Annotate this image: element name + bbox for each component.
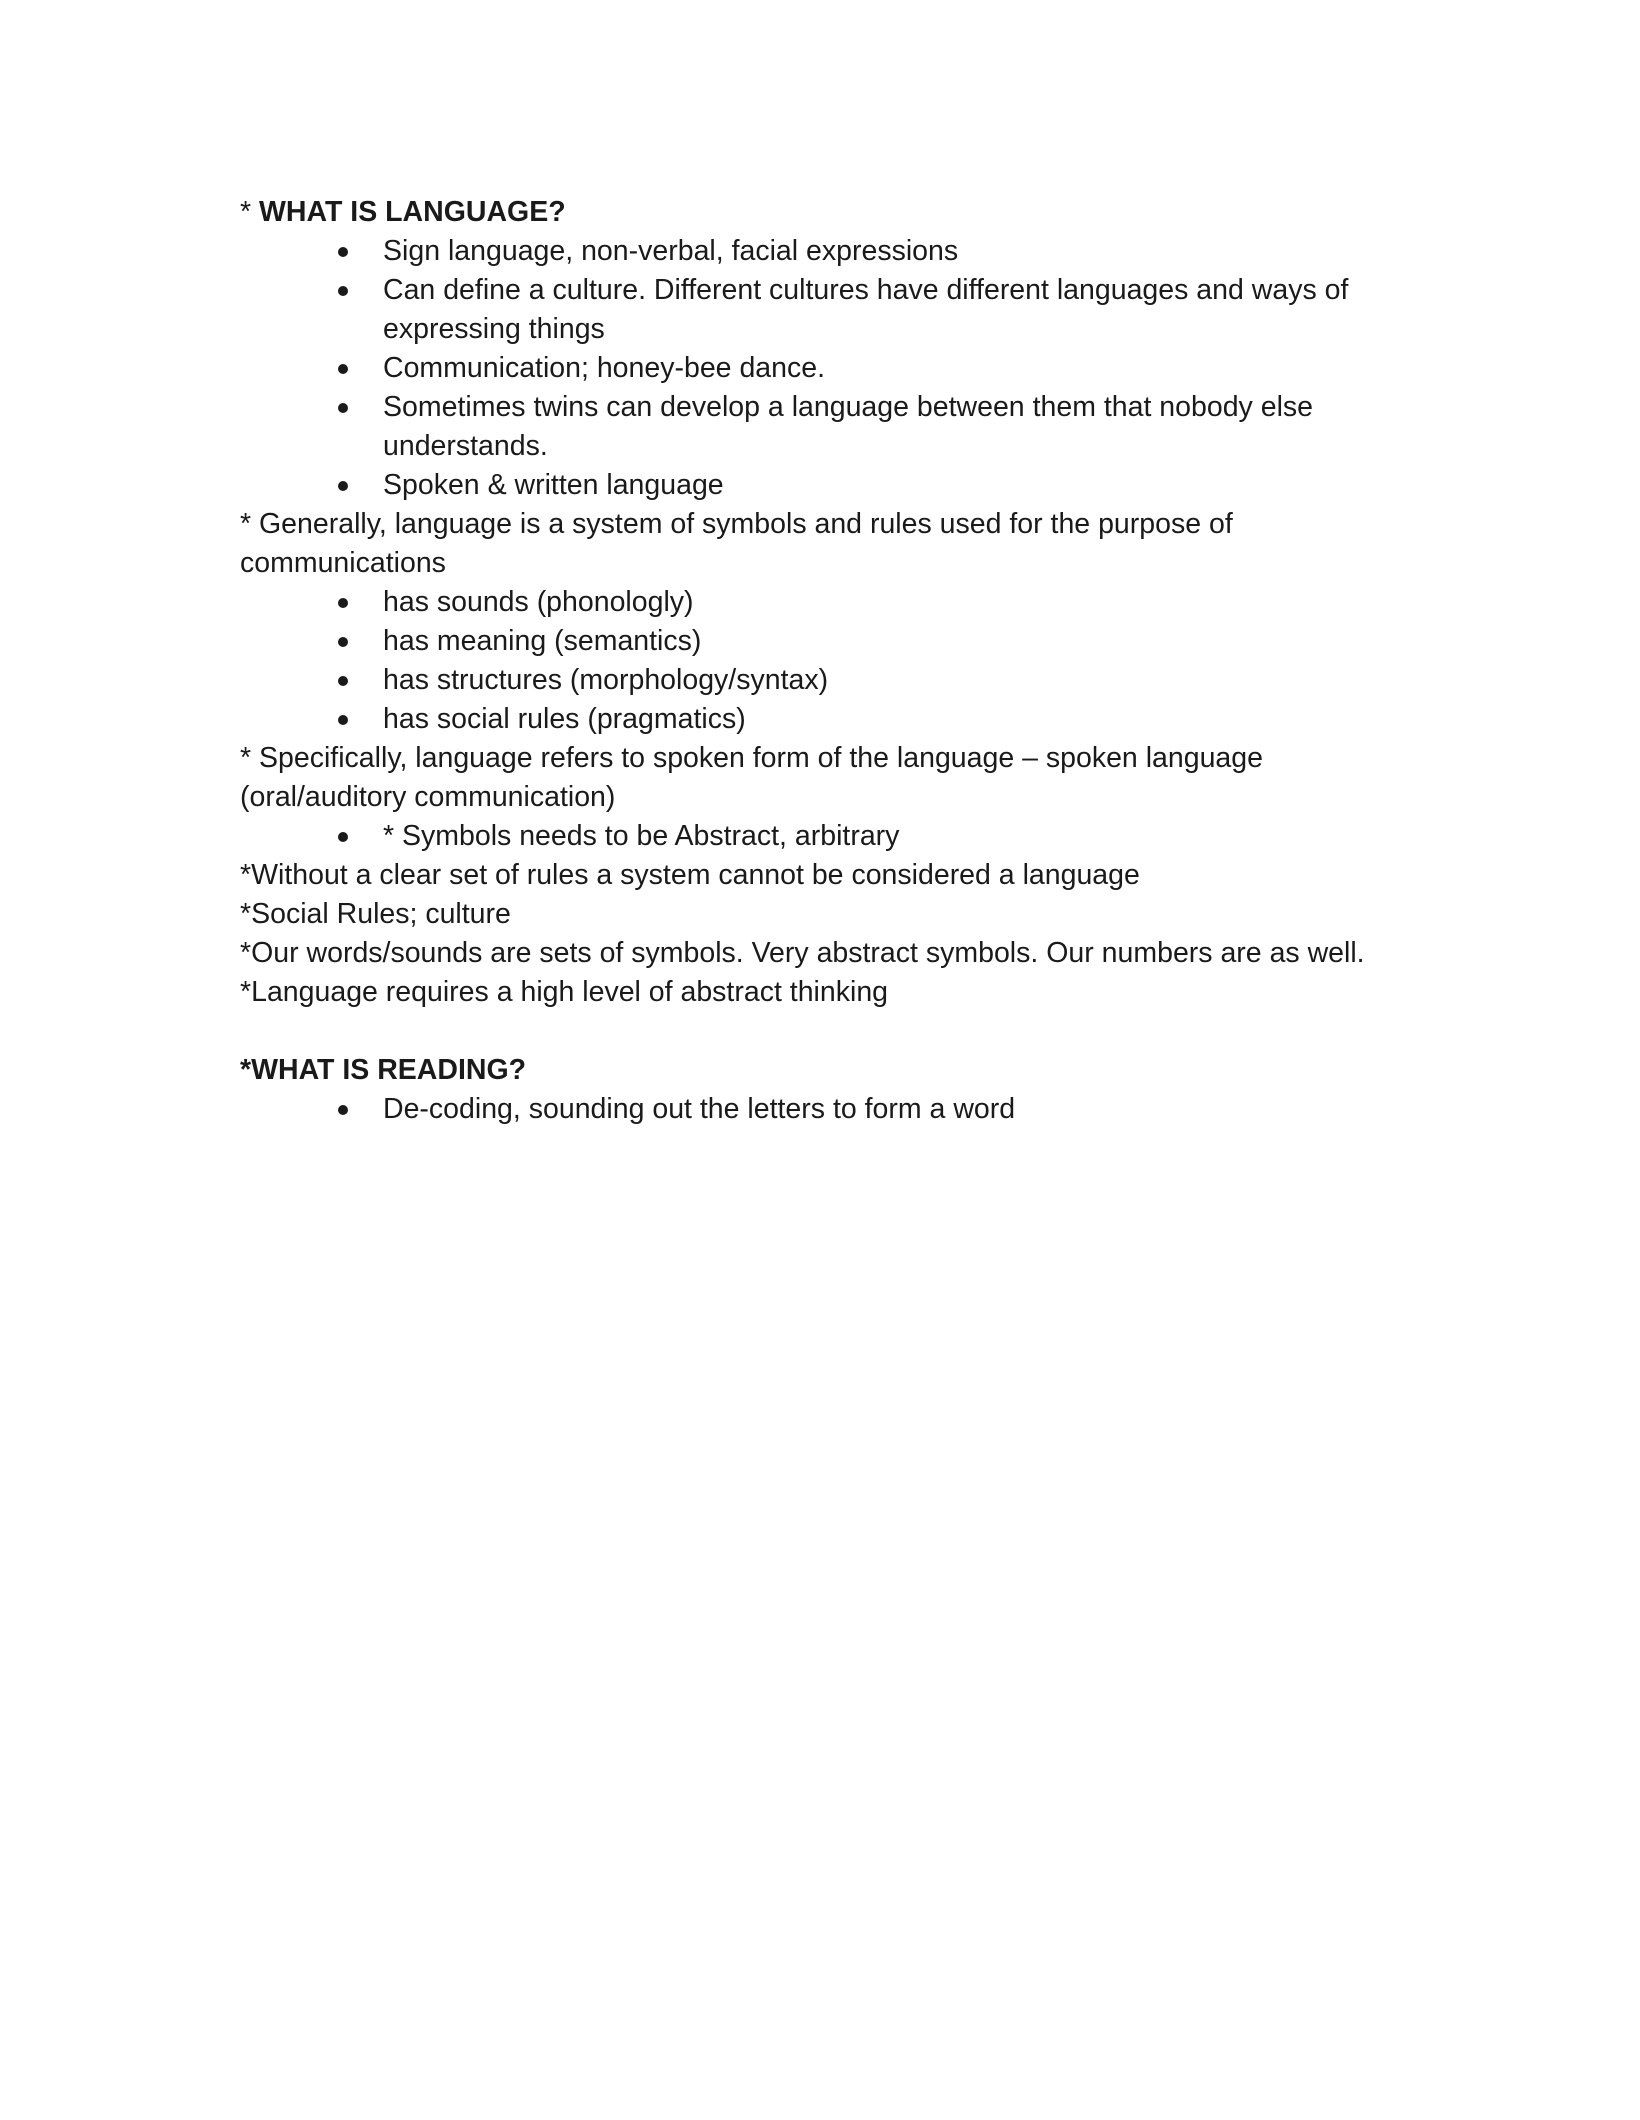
list-item-text: Spoken & written language [383,469,724,501]
list-item-text: De-coding, sounding out the letters to form a word [383,1093,1016,1125]
note-line: *Language requires a high level of abstract thinking [240,976,889,1008]
bullet-icon [336,232,350,271]
list-item [240,622,1400,661]
bullet-icon [336,271,350,310]
section-heading-language [240,193,1400,232]
list-item-text: Sign language, non-verbal, facial expressions [383,235,959,267]
list-item [240,1090,1400,1129]
list-item-text: Communication; honey-bee dance. [383,352,826,384]
bullet-icon [336,583,350,622]
list-item-text: Can define a culture. Different cultures have different languages and ways of expressing things [383,274,1349,345]
list-item-text: Sometimes twins can develop a language between them that nobody else understands. [383,391,1314,462]
list-item-text: * Symbols needs to be Abstract, arbitrary [383,820,900,852]
list-item-text: has structures (morphology/syntax) [383,664,829,696]
section-heading-reading: *WHAT IS READING? [240,1054,527,1086]
reading-bullet-list [240,1090,1400,1129]
bullet-icon [336,622,350,661]
list-item [240,388,1400,466]
list-item [240,583,1400,622]
bullet-icon [336,661,350,700]
bullet-icon [336,388,350,427]
specific-definition: * Specifically, language refers to spoken form of the language – spoken language (oral/auditory communication) [240,742,1263,813]
bullet-icon [336,700,350,739]
list-item [240,271,1400,349]
bullet-icon [336,817,350,856]
list-item [240,349,1400,388]
list-item-text: has social rules (pragmatics) [383,703,746,735]
list-item-text: has meaning (semantics) [383,625,702,657]
list-item-text: has sounds (phonologly) [383,586,694,618]
bullet-icon [336,349,350,388]
heading-text: WHAT IS LANGUAGE? [259,196,566,228]
specific-bullet-list [240,817,1400,856]
note-line: *Without a clear set of rules a system cannot be considered a language [240,859,1140,891]
language-bullet-list [240,232,1400,505]
list-item [240,700,1400,739]
paragraph-spacer [240,1012,1400,1051]
document-body [240,193,1400,1129]
note-line: *Social Rules; culture [240,898,511,930]
list-item [240,232,1400,271]
bullet-icon [336,1090,350,1129]
note-line: *Our words/sounds are sets of symbols. Very abstract symbols. Our numbers are as well. [240,937,1365,969]
list-item [240,817,1400,856]
bullet-icon [336,466,350,505]
list-item [240,661,1400,700]
general-definition: * Generally, language is a system of symbols and rules used for the purpose of communications [240,508,1233,579]
heading-prefix: * [240,196,260,228]
general-bullet-list [240,583,1400,739]
list-item [240,466,1400,505]
